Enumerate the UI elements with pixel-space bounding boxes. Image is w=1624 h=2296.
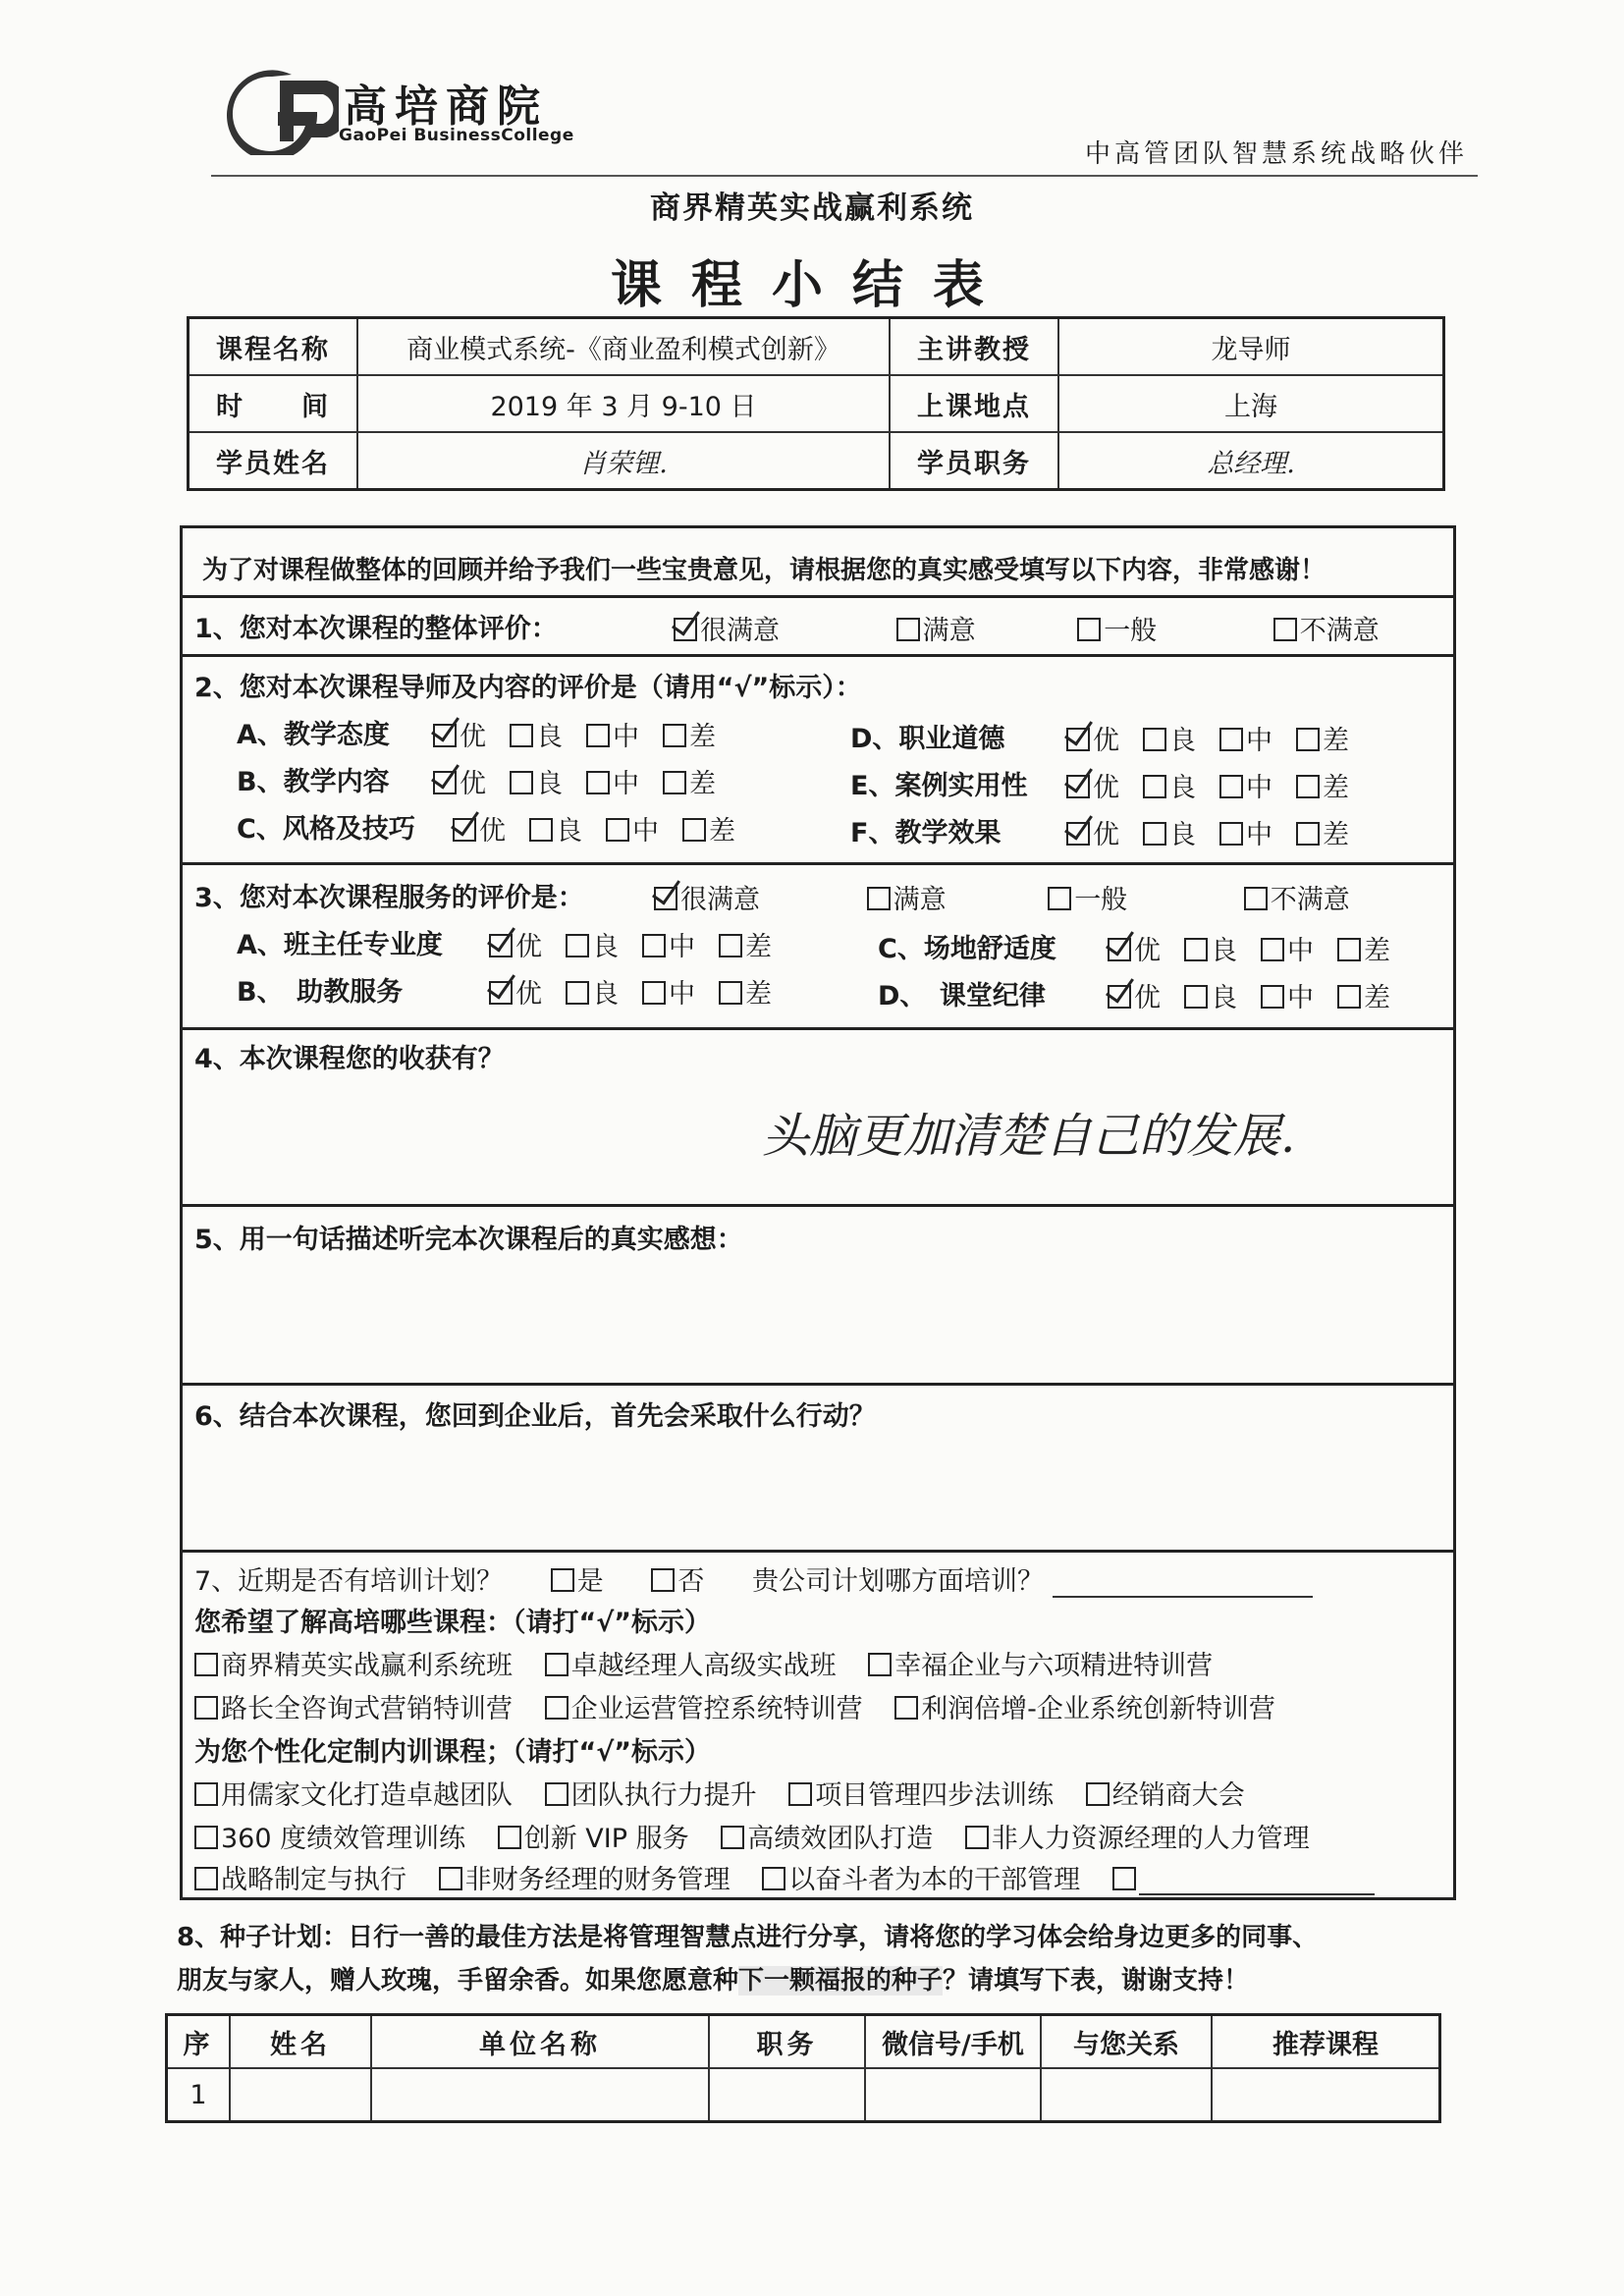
q8-highlight: 下一颗福报的种子 — [738, 1966, 944, 1995]
checkbox-icon[interactable] — [1184, 985, 1208, 1009]
gaopei-logo — [211, 67, 339, 155]
checkbox-icon[interactable] — [1219, 728, 1243, 751]
checkbox-icon[interactable] — [1184, 938, 1208, 961]
brand-name-cn: 高培商院 — [344, 82, 548, 132]
brand-name-en: GaoPei BusinessCollege — [339, 126, 574, 145]
checkbox-icon[interactable] — [721, 1826, 744, 1849]
table-row — [167, 2068, 1440, 2122]
col-header-name: 姓名 — [230, 2015, 371, 2069]
q3-option-average[interactable]: 一般 — [1048, 878, 1127, 916]
checkbox-checked-icon[interactable] — [1066, 822, 1090, 846]
checkbox-checked-icon[interactable] — [1108, 985, 1131, 1009]
col-header-company: 单位名称 — [371, 2015, 709, 2069]
col-header-relation: 与您关系 — [1041, 2015, 1212, 2069]
course-name-value[interactable]: 商业模式系统-《商业盈利模式创新》 — [357, 318, 890, 376]
checkbox-icon[interactable] — [788, 1782, 812, 1806]
q2-c-grades: 优 良 中 差 — [453, 809, 759, 847]
q1-option-average[interactable]: 一般 — [1077, 609, 1157, 647]
checkbox-icon[interactable] — [566, 981, 589, 1005]
q3-label: 3、您对本次课程服务的评价是： — [194, 883, 584, 913]
slogan: 中高管团队智慧系统战略伙伴 — [1085, 139, 1469, 169]
checkbox-icon[interactable] — [663, 724, 686, 747]
checkbox-icon[interactable] — [498, 1826, 521, 1849]
q7-custom-label: 为您个性化定制内训课程；（请打“√”标示） — [194, 1737, 711, 1768]
checkbox-checked-icon[interactable] — [1108, 938, 1131, 961]
q1-options — [674, 609, 1403, 647]
form-subtitle: 商界精英实战赢利系统 — [650, 191, 974, 226]
q1-option-satisfied[interactable]: 满意 — [896, 609, 976, 647]
course-name-label: 课程名称 — [189, 318, 358, 376]
checkbox-checked-icon — [674, 618, 697, 641]
checkbox-icon[interactable] — [194, 1826, 218, 1849]
checkbox-icon[interactable] — [1296, 822, 1320, 846]
location-label: 上课地点 — [890, 375, 1058, 432]
col-header-position: 职务 — [709, 2015, 865, 2069]
checkbox-icon[interactable] — [1143, 822, 1166, 846]
q8-line-1: 8、种子计划：日行一善的最佳方法是将管理智慧点进行分享，请将您的学习体会给身边更多的同事、 — [177, 1923, 1319, 1952]
form-title: 课程小结表 — [610, 256, 1013, 315]
checkbox-icon[interactable] — [1296, 728, 1320, 751]
checkbox-checked-icon[interactable] — [1066, 775, 1090, 798]
lecturer-label: 主讲教授 — [890, 318, 1058, 376]
q8-line-2: 朋友与家人，赠人玫瑰，手留余香。如果您愿意种下一颗福报的种子？请填写下表，谢谢支持！ — [177, 1966, 1250, 1995]
checkbox-icon[interactable] — [545, 1653, 568, 1676]
checkbox-icon — [867, 887, 891, 910]
col-header-no: 序 — [167, 2015, 231, 2069]
checkbox-icon[interactable] — [642, 934, 666, 957]
q5-label: 5、用一句话描述听完本次课程后的真实感想： — [194, 1225, 743, 1255]
row-number: 1 — [167, 2068, 231, 2122]
checkbox-icon[interactable] — [1143, 728, 1166, 751]
col-header-wechat: 微信号/手机 — [865, 2015, 1041, 2069]
q2-f-grades: 优 良 中 差 — [1066, 813, 1373, 851]
checkbox-icon[interactable] — [545, 1696, 568, 1720]
q2-e-label: E、案例实用性 — [850, 771, 1028, 801]
q3-c-grades: 优 良 中 差 — [1108, 929, 1414, 967]
q3-b-label: B、 助教服务 — [237, 977, 404, 1008]
checkbox-icon[interactable] — [894, 1696, 918, 1720]
time-label: 时 间 — [189, 375, 358, 432]
checkbox-icon[interactable] — [642, 981, 666, 1005]
q2-d-grades: 优 良 中 差 — [1066, 719, 1373, 757]
checkbox-icon[interactable] — [719, 981, 742, 1005]
q3-d-label: D、 课堂纪律 — [878, 981, 1046, 1011]
checkbox-checked-icon[interactable] — [453, 818, 476, 842]
col-header-course: 推荐课程 — [1212, 2015, 1440, 2069]
checkbox-icon — [1077, 618, 1101, 641]
checkbox-icon[interactable] — [762, 1867, 785, 1890]
q3-option-satisfied[interactable]: 满意 — [867, 878, 947, 916]
checkbox-icon — [1048, 887, 1071, 910]
q2-label: 2、您对本次课程导师及内容的评价是（请用“√”标示）： — [194, 673, 862, 703]
q7-yes[interactable]: 是 — [551, 1566, 604, 1597]
cell-wechat[interactable] — [865, 2068, 1041, 2122]
table-header-row — [167, 2015, 1440, 2069]
q7-course-row-1: 商界精英实战赢利系统班 卓越经理人高级实战班 幸福企业与六项精进特训营 — [194, 1644, 1236, 1682]
q2-f-label: F、教学效果 — [850, 818, 1001, 848]
checkbox-icon[interactable] — [1337, 938, 1361, 961]
checkbox-icon[interactable] — [510, 724, 533, 747]
checkbox-icon[interactable] — [1143, 775, 1166, 798]
checkbox-icon[interactable] — [439, 1867, 462, 1890]
checkbox-icon[interactable] — [194, 1782, 218, 1806]
checkbox-icon[interactable] — [1337, 985, 1361, 1009]
checkbox-icon[interactable] — [194, 1653, 218, 1676]
q7-custom-row-3: 战略制定与执行 非财务经理的财务管理 以奋斗者为本的干部管理 — [194, 1858, 1398, 1896]
checkbox-icon[interactable] — [719, 934, 742, 957]
checkbox-icon — [896, 618, 920, 641]
checkbox-icon[interactable] — [1296, 775, 1320, 798]
student-position-value[interactable]: 总经理. — [1058, 432, 1444, 490]
checkbox-icon[interactable] — [868, 1653, 892, 1676]
q7-other-option[interactable] — [1112, 1865, 1375, 1895]
header-divider — [211, 175, 1478, 177]
checkbox-icon[interactable] — [510, 771, 533, 794]
cell-course[interactable] — [1212, 2068, 1440, 2122]
checkbox-icon — [551, 1568, 574, 1592]
checkbox-icon — [651, 1568, 675, 1592]
cell-relation[interactable] — [1041, 2068, 1212, 2122]
q7-which-field[interactable] — [1053, 1568, 1313, 1598]
q3-c-label: C、场地舒适度 — [878, 934, 1056, 964]
q7-no[interactable]: 否 — [651, 1566, 704, 1597]
q1-option-very-satisfied[interactable]: 很满意 — [674, 609, 780, 647]
q7-label: 7、近期是否有培训计划？ 是 否 贵公司计划哪方面培训？ — [194, 1559, 1313, 1598]
checkbox-icon[interactable] — [529, 818, 553, 842]
q3-option-very-satisfied[interactable]: 很满意 — [654, 878, 760, 916]
q4-answer[interactable]: 头脑更加清楚自己的发展. — [762, 1109, 1296, 1164]
checkbox-icon — [1244, 887, 1268, 910]
q1-option-dissatisfied[interactable]: 不满意 — [1273, 609, 1380, 647]
time-value[interactable]: 2019 年 3 月 9-10 日 — [357, 375, 890, 432]
q2-a-label: A、教学态度 — [237, 720, 390, 750]
lecturer-value[interactable]: 龙导师 — [1058, 318, 1444, 376]
q3-options — [654, 878, 1374, 916]
q6-label: 6、结合本次课程，您回到企业后，首先会采取什么行动？ — [194, 1401, 876, 1432]
q7-course-row-2: 路长全咨询式营销特训营 企业运营管控系统特训营 利润倍增-企业系统创新特训营 — [194, 1687, 1299, 1725]
checkbox-icon[interactable] — [682, 818, 706, 842]
checkbox-icon[interactable] — [194, 1696, 218, 1720]
q2-d-label: D、职业道德 — [850, 724, 1005, 754]
q3-d-grades: 优 良 中 差 — [1108, 976, 1414, 1014]
checkbox-icon — [1112, 1867, 1136, 1890]
checkbox-icon[interactable] — [965, 1826, 989, 1849]
q7-custom-row-1: 用儒家文化打造卓越团队 团队执行力提升 项目管理四步法训练 经销商大会 — [194, 1774, 1269, 1812]
checkbox-checked-icon[interactable] — [433, 724, 457, 747]
q7-wish-label: 您希望了解高培哪些课程：（请打“√”标示） — [194, 1608, 711, 1638]
cell-name[interactable] — [230, 2068, 371, 2122]
student-name-label: 学员姓名 — [189, 432, 358, 490]
q2-b-label: B、教学内容 — [237, 767, 390, 797]
checkbox-icon[interactable] — [566, 934, 589, 957]
seed-plan-table — [165, 2013, 1441, 2123]
q3-a-grades: 优 良 中 差 — [489, 925, 795, 963]
checkbox-checked-icon[interactable] — [433, 771, 457, 794]
checkbox-icon[interactable] — [1219, 775, 1243, 798]
checkbox-icon[interactable] — [586, 771, 610, 794]
q7-other-field[interactable] — [1139, 1866, 1375, 1895]
course-info-table — [187, 316, 1445, 491]
q4-label: 4、本次课程您的收获有？ — [194, 1044, 505, 1074]
checkbox-icon[interactable] — [1219, 822, 1243, 846]
checkbox-checked-icon[interactable] — [1066, 728, 1090, 751]
cell-company[interactable] — [371, 2068, 709, 2122]
checkbox-icon[interactable] — [545, 1782, 568, 1806]
checkbox-icon[interactable] — [1261, 985, 1284, 1009]
checkbox-icon[interactable] — [586, 724, 610, 747]
q3-a-label: A、班主任专业度 — [237, 930, 443, 960]
cell-position[interactable] — [709, 2068, 865, 2122]
student-name-value[interactable]: 肖荣锂. — [357, 432, 890, 490]
checkbox-icon[interactable] — [1086, 1782, 1110, 1806]
q2-b-grades: 优 良 中 差 — [433, 762, 739, 800]
checkbox-icon[interactable] — [1261, 938, 1284, 961]
q3-option-dissatisfied[interactable]: 不满意 — [1244, 878, 1350, 916]
student-position-label: 学员职务 — [890, 432, 1058, 490]
q2-e-grades: 优 良 中 差 — [1066, 766, 1373, 804]
checkbox-icon[interactable] — [194, 1867, 218, 1890]
checkbox-checked-icon[interactable] — [489, 981, 513, 1005]
intro-text: 为了对课程做整体的回顾并给予我们一些宝贵意见，请根据您的真实感受填写以下内容，非常感谢！ — [202, 556, 1326, 585]
q1-label: 1、您对本次课程的整体评价： — [194, 614, 558, 644]
q7-custom-row-2: 360 度绩效管理训练 创新 VIP 服务 高绩效团队打造 非人力资源经理的人力管理 — [194, 1817, 1333, 1855]
q2-c-label: C、风格及技巧 — [237, 814, 415, 845]
q3-b-grades: 优 良 中 差 — [489, 972, 795, 1011]
survey-frame — [180, 525, 1456, 1900]
checkbox-checked-icon — [654, 887, 677, 910]
location-value[interactable]: 上海 — [1058, 375, 1444, 432]
checkbox-checked-icon[interactable] — [489, 934, 513, 957]
q2-a-grades: 优 良 中 差 — [433, 715, 739, 753]
checkbox-icon[interactable] — [606, 818, 629, 842]
checkbox-icon — [1273, 618, 1297, 641]
checkbox-icon[interactable] — [663, 771, 686, 794]
